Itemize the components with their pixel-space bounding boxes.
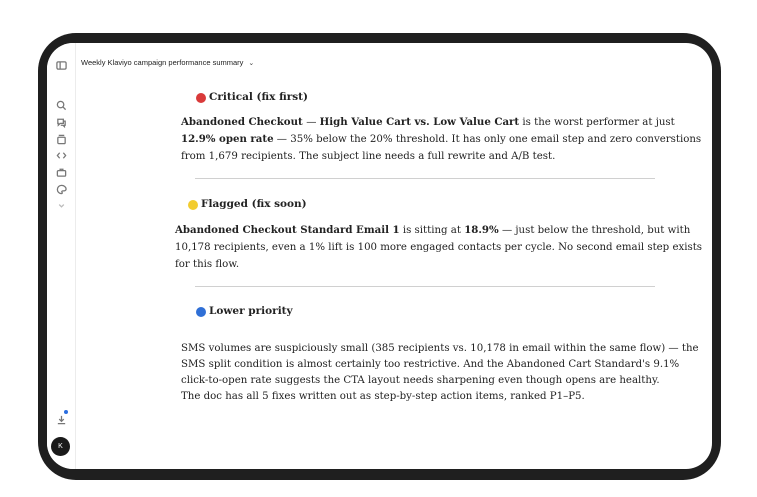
page-title: Weekly Klaviyo campaign performance summary — [81, 58, 244, 67]
text: — — [306, 117, 320, 128]
message-content — [47, 43, 712, 469]
section-heading-flagged — [188, 197, 307, 212]
divider — [195, 178, 655, 179]
text: from 1,679 recipients. The subject line needs a full rewrite and A/B test. — [181, 151, 556, 162]
text: The doc has all 5 fixes written out as step-by-step action items, ranked P1–P5. — [181, 391, 585, 402]
text: SMS volumes are suspiciously small (385 recipients vs. 10,178 in email within the same flow) — the — [181, 343, 699, 354]
paragraph-line — [181, 149, 555, 164]
bold-text: Abandoned Checkout — [181, 116, 307, 128]
text: for this flow. — [175, 259, 240, 270]
text: SMS split condition is almost certainly too restrictive. And the Abandoned Cart Standard's 9.1% — [181, 359, 680, 370]
bold-text: 18.9% — [464, 224, 499, 236]
text: — just below the threshold, but with — [498, 225, 691, 236]
yellow-circle-icon — [188, 200, 198, 210]
text: 10,178 recipients, even a 1% lift is 100 more engaged contacts per cycle. No second email step exists — [175, 242, 703, 253]
paragraph-line — [181, 389, 585, 404]
paragraph-line — [181, 132, 701, 147]
section-heading-lower — [196, 304, 293, 319]
divider — [195, 286, 655, 287]
text: is sitting at — [399, 225, 465, 236]
paragraph-line — [181, 341, 699, 356]
heading-text: Flagged (fix soon) — [201, 198, 307, 210]
text: click-to-open rate suggests the CTA layout needs sharpening even though opens are healthy. — [181, 375, 660, 386]
heading-text: Critical (fix first) — [209, 91, 308, 103]
chevron-down-icon: ⌄ — [248, 59, 255, 67]
bold-text: High Value Cart vs. Low Value Cart — [319, 116, 520, 128]
paragraph-line — [175, 257, 239, 272]
section-heading-critical — [196, 90, 308, 105]
paragraph-line — [181, 115, 675, 130]
bold-text: Abandoned Checkout Standard Email 1 — [175, 224, 400, 236]
text: is the worst performer at just — [519, 117, 675, 128]
paragraph-line — [175, 223, 690, 238]
paragraph-line — [181, 373, 660, 388]
blue-circle-icon — [196, 307, 206, 317]
paragraph-line — [181, 357, 679, 372]
bold-text: 12.9% open rate — [181, 133, 274, 145]
avatar-initial: K — [58, 443, 63, 450]
text: — 35% below the 20% threshold. It has only one email step and zero converstions — [273, 134, 702, 145]
heading-text: Lower priority — [209, 305, 293, 317]
paragraph-line — [175, 240, 702, 255]
red-circle-icon — [196, 93, 206, 103]
app-screen — [47, 43, 712, 469]
